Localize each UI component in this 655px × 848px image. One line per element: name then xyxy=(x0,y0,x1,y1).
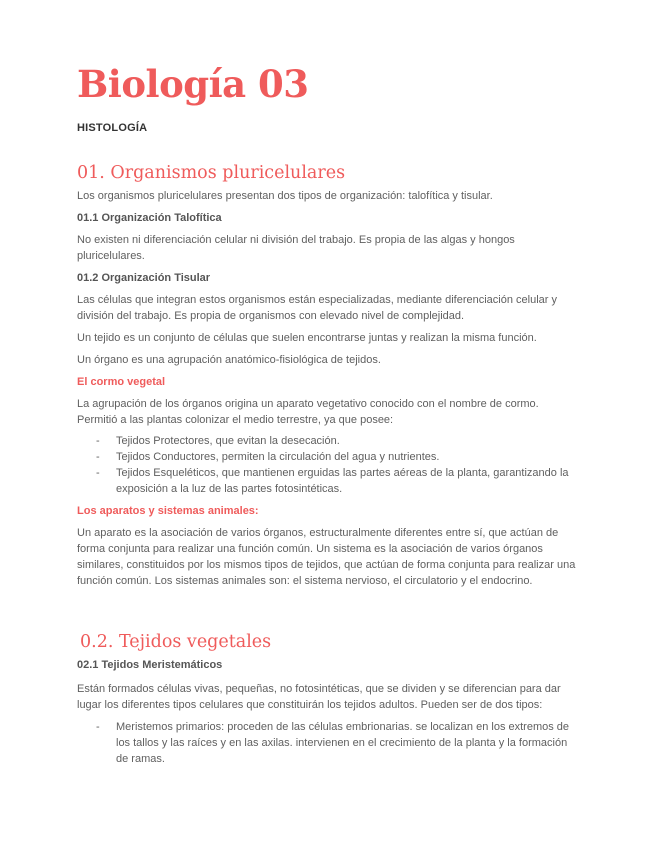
section2-sub1-title: 02.1 Tejidos Meristemáticos xyxy=(77,659,223,671)
section1-intro: Los organismos pluricelulares presentan dos tipos de organización: talofítica y tisular. xyxy=(77,190,493,202)
section1-sub1-text: No existen ni diferenciación celular ni división del trabajo. Es propia de las algas y hongos pluricelulares. xyxy=(77,234,515,262)
section-organismos xyxy=(77,163,577,589)
section2-sub1-text: Están formados células vivas, pequeñas, no fotosintéticas, que se dividen y se diferencian para dar lugar los diferentes tipos celulares que constituirán los tejidos adultos. Pueden ser de dos tipos: xyxy=(77,683,561,711)
cormo-text: La agrupación de los órganos origina un aparato vegetativo conocido con el nombre de cormo. Permitió a las plantas colonizar el medio terrestre, ya que posee: xyxy=(77,398,539,426)
section-tejidos-vegetales xyxy=(77,632,577,767)
list-item: - Meristemos primarios: proceden de las células embrionarias. se localizan en los extremos de los tallos y las raíces y en las axilas. intervienen en el crecimiento de la planta y la formación de ramas. xyxy=(96,721,570,765)
section1-sub2-text: Las células que integran estos organismos están especializadas, mediante diferenciación celular y división del trabajo. Es propia de organismos con elevado nivel de complejidad. xyxy=(77,294,557,322)
list-item: - Tejidos Protectores, que evitan la desecación. xyxy=(96,435,340,447)
cormo-list xyxy=(77,433,577,497)
section1-organo-text: Un órgano es una agrupación anatómico-fisiológica de tejidos. xyxy=(77,354,381,366)
cormo-title: El cormo vegetal xyxy=(77,376,166,388)
aparatos-title: Los aparatos y sistemas animales: xyxy=(77,505,259,517)
meristemos-list xyxy=(77,719,577,767)
document-title: Biología 03 xyxy=(77,62,309,106)
section1-heading: 01. Organismos pluricelulares xyxy=(77,163,346,183)
section1-sub2-title: 01.2 Organización Tisular xyxy=(77,272,211,284)
list-item: - Tejidos Conductores, permiten la circulación del agua y nutrientes. xyxy=(96,451,440,463)
list-item: - Tejidos Esqueléticos, que mantienen erguidas las partes aéreas de la planta, garantizando la exposición a la luz de las partes fotosintéticas. xyxy=(96,467,569,495)
section1-tejido-text: Un tejido es un conjunto de células que suelen encontrarse juntas y realizan la misma función. xyxy=(77,332,537,344)
section1-sub1-title: 01.1 Organización Talofítica xyxy=(77,212,222,224)
section2-heading: 0.2. Tejidos vegetales xyxy=(80,632,272,652)
aparatos-text: Un aparato es la asociación de varios órganos, estructuralmente diferentes entre sí, que actúan de forma conjunta para realizar una función común. Un sistema es la asociación de varios órganos similares, constituidos por los mismos tipos de tejidos, que actúan de forma conjunta para realizar una función común. Los sistemas animales son: el sistema nervioso, el circulatorio y el endocrino. xyxy=(77,527,576,587)
document-subtitle: HISTOLOGÍA xyxy=(77,122,148,134)
